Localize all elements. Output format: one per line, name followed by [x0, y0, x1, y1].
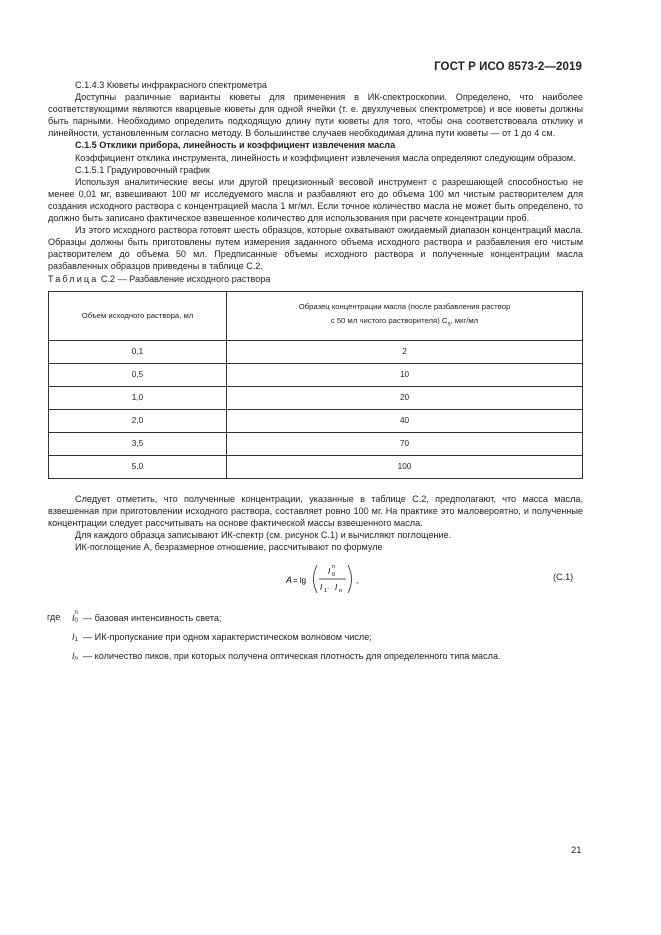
formula-numerator-sub: 0 — [332, 572, 336, 579]
column-header-volume: Объем исходного раствора, мл — [49, 291, 227, 340]
table-row — [49, 386, 583, 409]
formula-den-dot: · — [327, 585, 330, 593]
subsection-title: C.1.4.3 Кюветы инфракрасного спектрометра — [75, 80, 267, 90]
table-cell: 5,0 — [49, 455, 227, 478]
legend-item — [48, 630, 583, 649]
document-body — [48, 79, 583, 668]
column-header-line2: с 50 мл чистого растворителя) C — [330, 315, 448, 325]
table-row — [49, 432, 583, 455]
table-cell: 2 — [227, 340, 583, 363]
column-header-unit: , мкг/мл — [450, 315, 479, 325]
legend-text: — базовая интенсивность света; — [80, 613, 222, 624]
formula-den-b-sub: n — [339, 588, 343, 595]
paragraph: Из этого исходного раствора готовят шесть образцов, которые охватывают ожидаемый диапазон концентраций масла. Образцы должны быть приготовлены путем измерения заданного объема исходного раствора и разбавления его чистым растворителем до объема 50 мл. Предписанные объемы исходного раствора и полученные концентрации масла разбавленных образцов приведены в таблице С.2. — [48, 225, 583, 272]
dilution-table — [48, 291, 583, 479]
legend-text: — ИК-пропускание при одном характеристическом волновом числе; — [80, 632, 372, 643]
formula-den-a-sub: 1 — [324, 588, 328, 595]
column-header-subscript: s — [447, 321, 451, 328]
formula-lhs: A — [286, 575, 293, 586]
formula-eq: = lg — [293, 576, 307, 586]
legend-symbol: I — [72, 613, 75, 624]
table-cell: 10 — [227, 363, 583, 386]
paragraph: Используя аналитические весы или другой прецизионный весовой инструмент с разрешающей способностью не менее 0,01 мг, взвешивают 100 мг исследуемого масла и разбавляют его до объема 100 мл чистым растворителем для создания исходного раствора с концентрацией масла 1 мг/мл. Если точное количество масла не может быть определено, то должно быть записано фактическое взвешенное количество для использования при расчете концентрации проб. — [48, 176, 583, 224]
legend-sup: n — [74, 610, 78, 617]
variable-legend — [48, 611, 583, 668]
legend-sub: n — [74, 656, 78, 663]
legend-item — [48, 649, 583, 668]
table-caption-text: С.2 — Разбавление исходного раствора — [98, 273, 271, 284]
formula-absorbance — [286, 559, 376, 599]
table-cell: 0,5 — [49, 363, 227, 386]
table-cell: 3,5 — [49, 432, 227, 455]
paragraph: Для каждого образца записывают ИК-спектр (см. рисунок С.1) и вычисляют поглощение. — [75, 529, 452, 540]
subsection-title: С.1.5.1 Градуировочный график — [75, 164, 210, 175]
paragraph: ИК-поглощение A, безразмерное отношение, рассчитывают по формуле — [75, 541, 383, 552]
table-cell: 40 — [227, 409, 583, 432]
legend-item — [48, 611, 583, 630]
right-paren-icon — [348, 565, 352, 593]
page-number: 21 — [571, 845, 582, 856]
table-row — [49, 340, 583, 363]
table-cell: 20 — [227, 386, 583, 409]
formula-block — [48, 553, 583, 611]
legend-where-word: где — [47, 612, 61, 623]
legend-sub: 1 — [74, 637, 78, 644]
formula-tail: , — [356, 576, 359, 586]
left-paren-icon — [314, 565, 318, 593]
column-header-concentration — [227, 291, 583, 340]
table-cell: 0,1 — [49, 340, 227, 363]
formula-numerator: I — [328, 567, 331, 577]
formula-numerator-sup: n — [332, 564, 336, 571]
table-row — [49, 455, 583, 478]
table-caption — [48, 273, 583, 285]
table-cell: 100 — [227, 455, 583, 478]
paragraph: Коэффициент отклика инструмента, линейность и коэффициент извлечения масла определяют следующим образом. — [75, 152, 576, 163]
paragraph: Следует отметить, что полученные концентрации, указанные в таблице С.2, предполагают, что масса масла, взвешенная при приготовлении исходного раствора, составляет ровно 100 мг. На практике это маловероятно, и полученные концентрации следует рассчитывать на основе фактической массы взвешенного масла. — [48, 493, 583, 528]
table-header-row — [49, 291, 583, 340]
legend-text: — количество пиков, при которых получена оптическая плотность для определенного типа масла. — [80, 651, 501, 662]
table-row — [49, 363, 583, 386]
table-cell: 2,0 — [49, 409, 227, 432]
column-header-line1: Образец концентрации масла (после разбавления раствор — [298, 301, 511, 311]
section-heading: С.1.5 Отклики прибора, линейность и коэффициент извлечения масла — [75, 140, 396, 151]
table-cell: 1,0 — [49, 386, 227, 409]
table-row — [49, 409, 583, 432]
table-caption-prefix: Таблица — [48, 273, 99, 284]
formula-number: (С.1) — [553, 572, 574, 583]
legend-sub: 0 — [74, 618, 78, 625]
table-cell: 70 — [227, 432, 583, 455]
paragraph: Доступны различные варианты кюветы для применения в ИК-спектроскопии. Определено, что наиболее соответствующими являются кварцевые кюветы для одной ячейки (т. е. двухлучевых спектрометров) и все кюветы должны быть парными. Необходимо определить подходящую длину пути кюветы для того, чтобы она соответствовала отклику и линейности, установленным согласно методу. В большинстве случаев необходимая длина пути кюветы — от 1 до 4 см. — [48, 92, 583, 139]
legend-symbol: I — [72, 651, 75, 662]
formula-den-a: I — [320, 583, 323, 593]
legend-symbol: I — [72, 632, 75, 643]
document-header: ГОСТ Р ИСО 8573-2—2019 — [434, 61, 582, 73]
formula-den-b: I — [335, 583, 338, 593]
